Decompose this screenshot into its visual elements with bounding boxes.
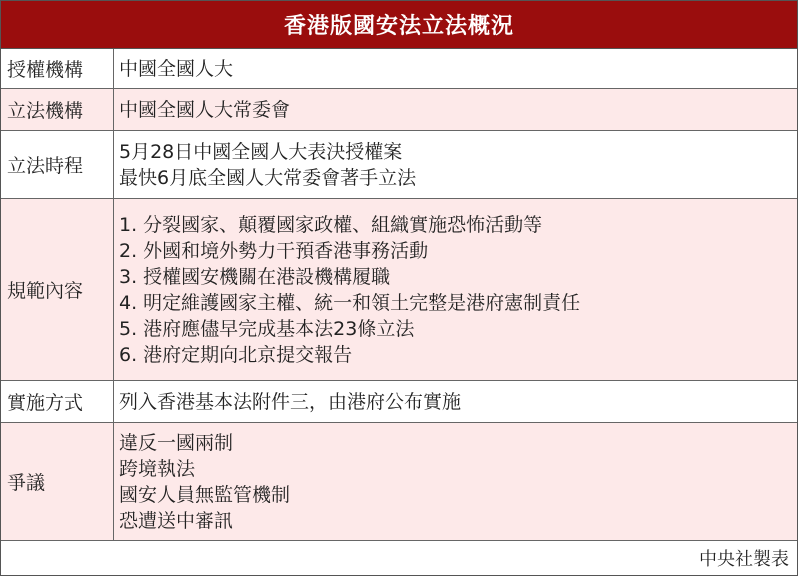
value-line: 最快6月底全國人大常委會著手立法 [119, 166, 417, 189]
row-label: 實施方式 [1, 381, 114, 422]
value-line: 違反一國兩制 [119, 431, 234, 454]
value-line: 3. 授權國安機關在港設機構履職 [119, 265, 391, 288]
row-value [114, 131, 797, 198]
table-row-authorizing-body [1, 49, 797, 89]
table-row-timeline [1, 131, 797, 199]
value-line: 5月28日中國全國人大表決授權案 [119, 140, 403, 163]
row-value [114, 381, 797, 422]
table-title: 香港版國安法立法概況 [1, 1, 797, 49]
value-line: 2. 外國和境外勢力干預香港事務活動 [119, 239, 429, 262]
row-label: 立法時程 [1, 131, 114, 198]
row-value [114, 49, 797, 88]
row-value [114, 423, 797, 540]
value-line: 恐遭送中審訊 [119, 509, 234, 532]
value-line: 中國全國人大 [119, 57, 234, 80]
table-row-scope [1, 199, 797, 381]
table-row-controversy [1, 423, 797, 541]
row-value [114, 89, 797, 130]
value-line: 4. 明定維護國家主權、統一和領土完整是港府憲制責任 [119, 291, 581, 314]
value-line: 5. 港府應儘早完成基本法23條立法 [119, 317, 415, 340]
row-label: 授權機構 [1, 49, 114, 88]
row-label: 爭議 [1, 423, 114, 540]
table-row-legislative-body [1, 89, 797, 131]
row-label: 規範內容 [1, 199, 114, 380]
value-line: 國安人員無監管機制 [119, 483, 291, 506]
value-line: 6. 港府定期向北京提交報告 [119, 343, 353, 366]
source-text: 中央社製表 [699, 549, 789, 570]
value-line: 1. 分裂國家、顛覆國家政權、組織實施恐怖活動等 [119, 213, 543, 236]
value-line: 跨境執法 [119, 457, 196, 480]
row-value [114, 199, 797, 380]
value-line: 列入香港基本法附件三，由港府公布實施 [119, 390, 462, 413]
source-credit [1, 541, 797, 575]
value-line: 中國全國人大常委會 [119, 98, 291, 121]
table-row-implementation [1, 381, 797, 423]
row-label: 立法機構 [1, 89, 114, 130]
